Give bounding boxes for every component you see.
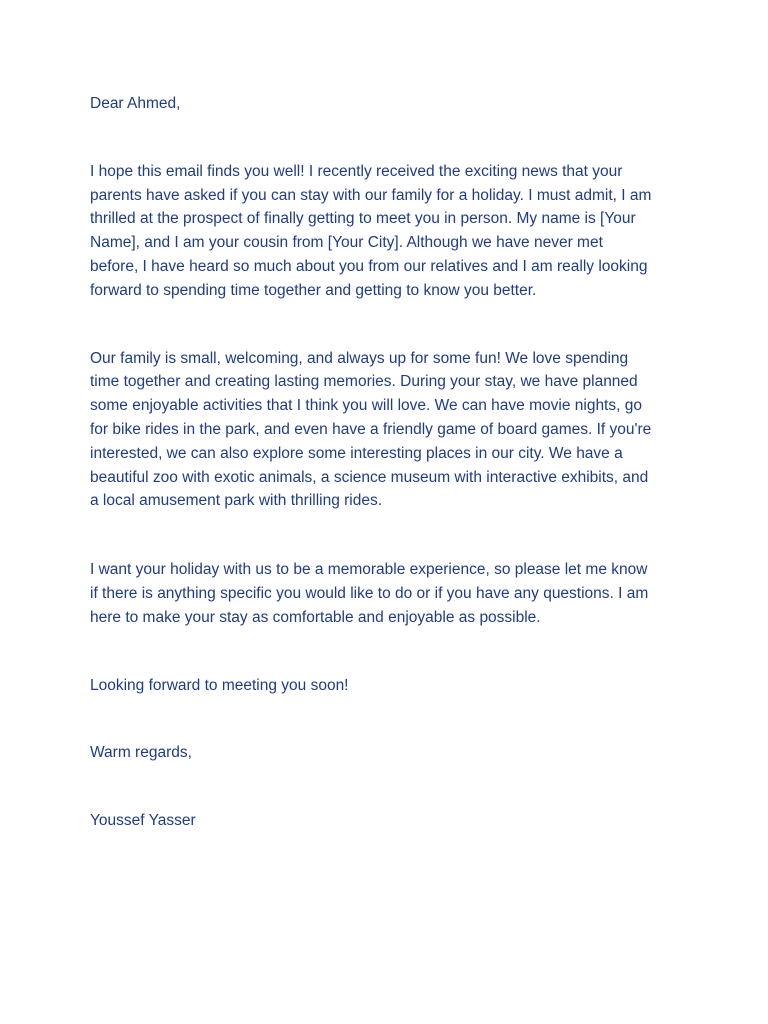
paragraph-1 bbox=[90, 160, 690, 303]
paragraph-2-line: a local amusement park with thrilling rides. bbox=[90, 492, 383, 510]
paragraph-2-line: Our family is small, welcoming, and always up for some fun! We love spending bbox=[90, 349, 629, 367]
sign-off bbox=[90, 741, 690, 765]
greeting bbox=[90, 92, 690, 116]
paragraph-3-line: here to make your stay as comfortable and enjoyable as possible. bbox=[90, 608, 541, 626]
signature bbox=[90, 809, 690, 833]
paragraph-2-line: beautiful zoo with exotic animals, a science museum with interactive exhibits, and bbox=[90, 468, 649, 486]
sign-off-text: Warm regards, bbox=[90, 744, 192, 762]
greeting-line: Dear Ahmed, bbox=[90, 95, 181, 112]
paragraph-2-line: some enjoyable activities that I think you will love. We can have movie nights, go bbox=[90, 397, 642, 415]
paragraph-spacer bbox=[90, 513, 690, 558]
paragraph-1-line: thrilled at the prospect of finally getting to meet you in person. My name is [Your bbox=[90, 210, 636, 228]
paragraph-3-line: if there is anything specific you would like to do or if you have any questions. I am bbox=[90, 584, 649, 602]
paragraph-spacer bbox=[90, 765, 690, 809]
paragraph-1-line: parents have asked if you can stay with our family for a holiday. I must admit, I am bbox=[90, 186, 652, 204]
signature-name: Youssef Yasser bbox=[90, 812, 196, 830]
closing-line bbox=[90, 674, 690, 698]
paragraph-spacer bbox=[90, 116, 690, 160]
paragraph-1-line: before, I have heard so much about you from our relatives and I am really looking bbox=[90, 257, 648, 275]
paragraph-2-line: for bike rides in the park, and even have a friendly game of board games. If you're bbox=[90, 420, 652, 438]
paragraph-3 bbox=[90, 558, 690, 629]
paragraph-spacer bbox=[90, 630, 690, 674]
paragraph-1-line: forward to spending time together and getting to know you better. bbox=[90, 281, 537, 299]
paragraph-2-line: interested, we can also explore some interesting places in our city. We have a bbox=[90, 444, 623, 462]
closing-line-text: Looking forward to meeting you soon! bbox=[90, 676, 349, 694]
paragraph-2 bbox=[90, 347, 690, 514]
paragraph-3-line: I want your holiday with us to be a memorable experience, so please let me know bbox=[90, 561, 648, 579]
paragraph-spacer bbox=[90, 303, 690, 347]
paragraph-1-line: I hope this email finds you well! I recently received the exciting news that your bbox=[90, 162, 623, 180]
paragraph-2-line: time together and creating lasting memories. During your stay, we have planned bbox=[90, 373, 638, 391]
letter-body bbox=[90, 92, 690, 833]
paragraph-1-line: Name], and I am your cousin from [Your City]. Although we have never met bbox=[90, 234, 603, 252]
paragraph-spacer bbox=[90, 697, 690, 741]
